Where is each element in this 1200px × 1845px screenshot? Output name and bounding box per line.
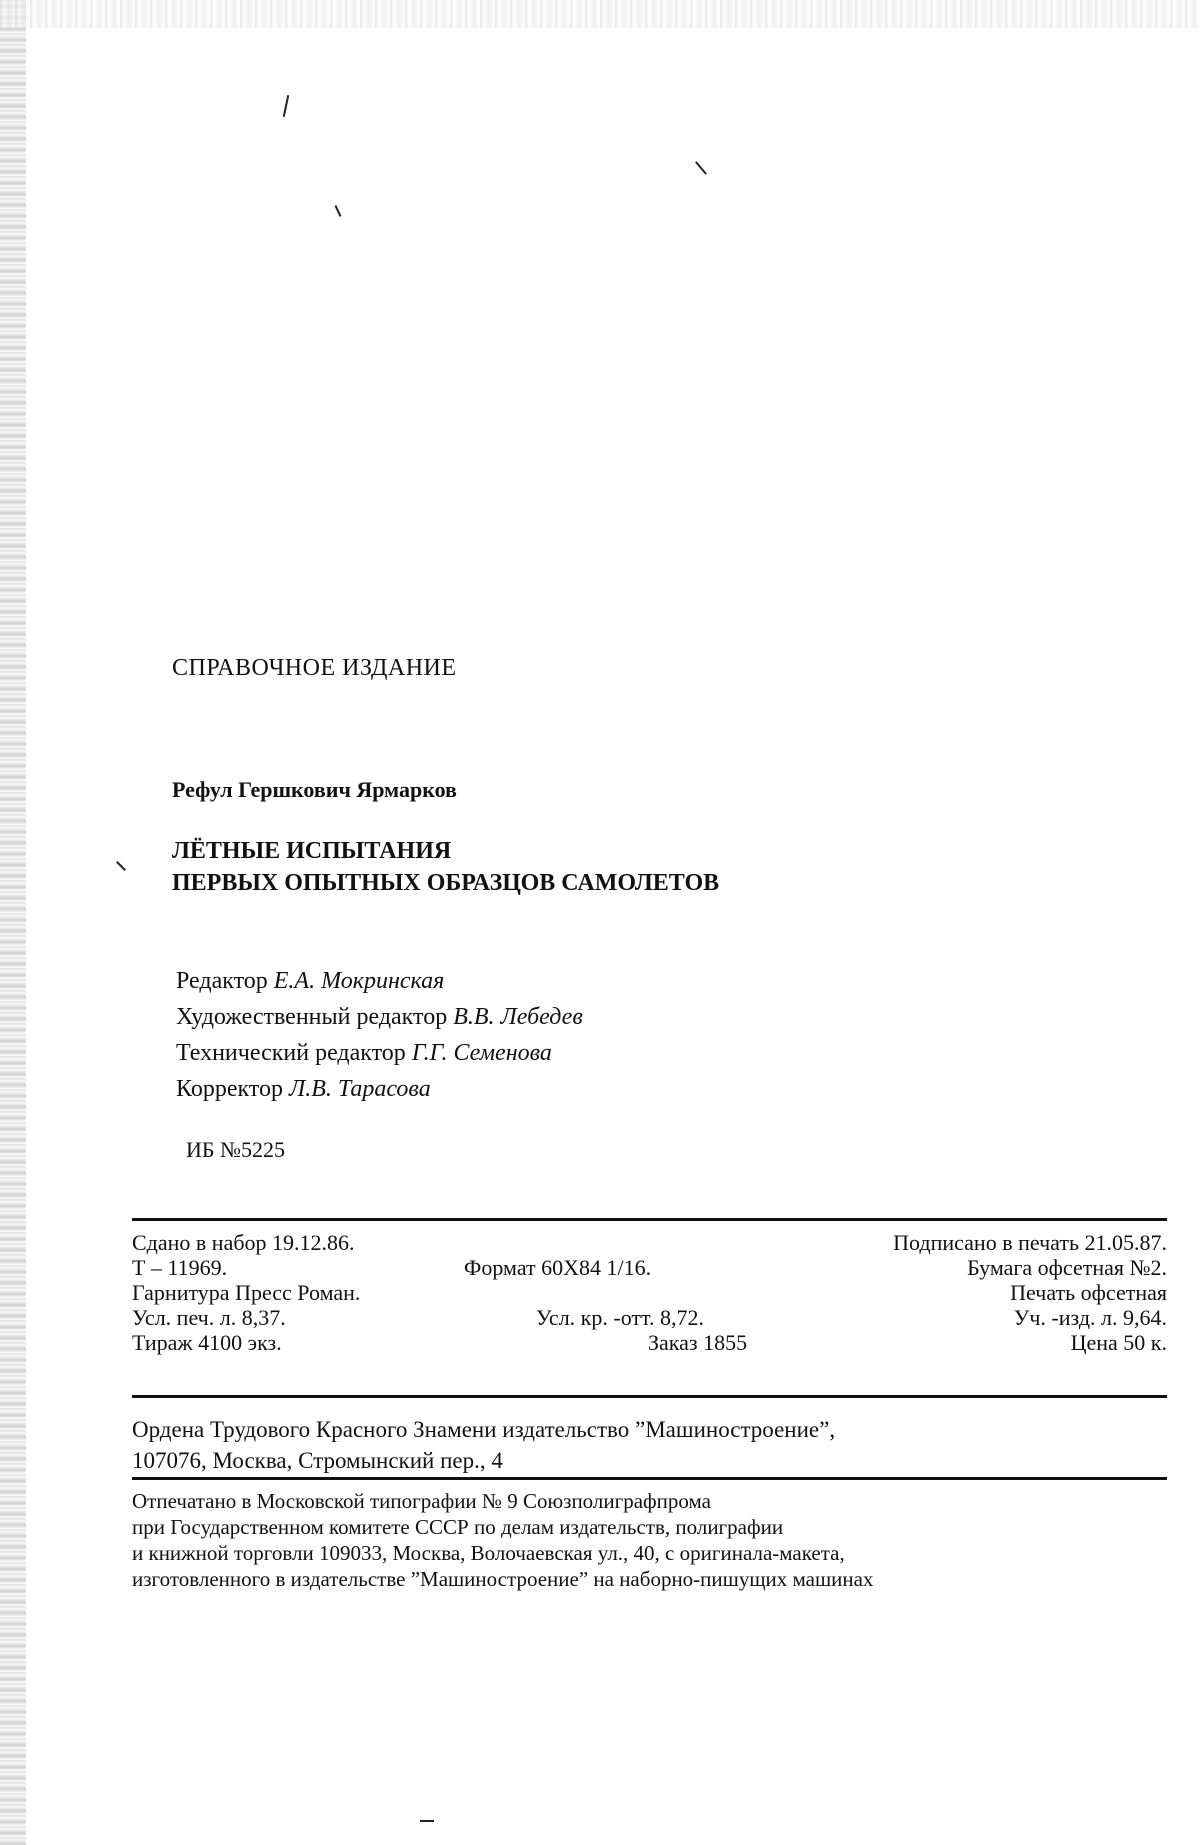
staff-role: Корректор bbox=[176, 1076, 283, 1102]
printer-line: Отпечатано в Московской типографии № 9 Союзполиграфпрома bbox=[132, 1489, 711, 1513]
publisher-line: Ордена Трудового Красного Знамени издательство ”Машиностроение”, bbox=[132, 1417, 836, 1442]
order-number: Заказ 1855 bbox=[648, 1330, 748, 1355]
publisher-line: 107076, Москва, Стромынский пер., 4 bbox=[132, 1448, 503, 1473]
print-signed-date: Подписано в печать 21.05.87. bbox=[893, 1230, 1167, 1255]
book-title-line-1: ЛЁТНЫЕ ИСПЫТАНИЯ bbox=[172, 838, 452, 864]
staff-row-editor bbox=[176, 963, 583, 999]
scan-speck bbox=[116, 861, 126, 871]
color-impressions: Усл. кр. -отт. 8,72. bbox=[536, 1305, 704, 1330]
staff-role: Технический редактор bbox=[176, 1040, 406, 1066]
license-number: Т – 11969. bbox=[132, 1255, 228, 1280]
staff-name: Е.А. Мокринская bbox=[273, 968, 445, 994]
price: Цена 50 к. bbox=[1070, 1330, 1167, 1355]
imprint-block bbox=[132, 1230, 1167, 1355]
divider-rule bbox=[132, 1477, 1167, 1480]
imprint-row bbox=[132, 1330, 1167, 1355]
author-name: Рефул Гершкович Ярмарков bbox=[172, 777, 457, 802]
scan-edge-top bbox=[0, 0, 1200, 28]
series-label: СПРАВОЧНОЕ ИЗДАНИЕ bbox=[172, 655, 457, 681]
book-title bbox=[172, 835, 719, 899]
printer-block bbox=[132, 1488, 873, 1592]
staff-name: Г.Г. Семенова bbox=[411, 1040, 552, 1066]
scan-speck bbox=[335, 205, 342, 217]
printer-line: при Государственном комитете СССР по делам издательств, полиграфии bbox=[132, 1515, 784, 1539]
staff-role: Художественный редактор bbox=[176, 1004, 448, 1030]
imprint-row bbox=[132, 1280, 1167, 1305]
book-title-line-2: ПЕРВЫХ ОПЫТНЫХ ОБРАЗЦОВ САМОЛЕТОВ bbox=[172, 870, 720, 896]
publisher-block bbox=[132, 1414, 835, 1476]
imprint-row bbox=[132, 1305, 1167, 1330]
paper-type: Бумага офсетная №2. bbox=[967, 1255, 1167, 1280]
imprint-row bbox=[132, 1230, 1167, 1255]
staff-row-proofreader bbox=[176, 1071, 583, 1107]
printed-sheets: Усл. печ. л. 8,37. bbox=[132, 1305, 286, 1330]
typeface: Гарнитура Пресс Роман. bbox=[132, 1280, 361, 1305]
staff-name: В.В. Лебедев bbox=[453, 1004, 583, 1030]
printer-line: и книжной торговли 109033, Москва, Волочаевская ул., 40, с оригинала-макета, bbox=[132, 1541, 845, 1565]
editorial-staff bbox=[176, 963, 583, 1107]
printer-line: изготовленного в издательстве ”Машиностроение” на наборно-пишущих машинах bbox=[132, 1567, 874, 1591]
divider-rule bbox=[132, 1395, 1167, 1398]
staff-role: Редактор bbox=[176, 968, 268, 994]
staff-row-art-editor bbox=[176, 999, 583, 1035]
paper-format: Формат 60Х84 1/16. bbox=[464, 1255, 652, 1280]
print-method: Печать офсетная bbox=[1010, 1280, 1167, 1305]
ib-number: ИБ №5225 bbox=[186, 1137, 286, 1162]
imprint-row bbox=[132, 1255, 1167, 1280]
divider-rule bbox=[132, 1218, 1167, 1221]
scan-speck bbox=[695, 161, 707, 175]
scan-speck bbox=[420, 1820, 434, 1822]
print-run: Тираж 4100 экз. bbox=[132, 1330, 282, 1355]
staff-name: Л.В. Тарасова bbox=[288, 1076, 431, 1102]
publisher-sheets: Уч. -изд. л. 9,64. bbox=[1013, 1305, 1167, 1330]
scan-speck bbox=[283, 95, 290, 117]
scan-edge-left bbox=[0, 0, 26, 1845]
staff-row-technical-editor bbox=[176, 1035, 583, 1071]
typeset-date: Сдано в набор 19.12.86. bbox=[132, 1230, 355, 1255]
